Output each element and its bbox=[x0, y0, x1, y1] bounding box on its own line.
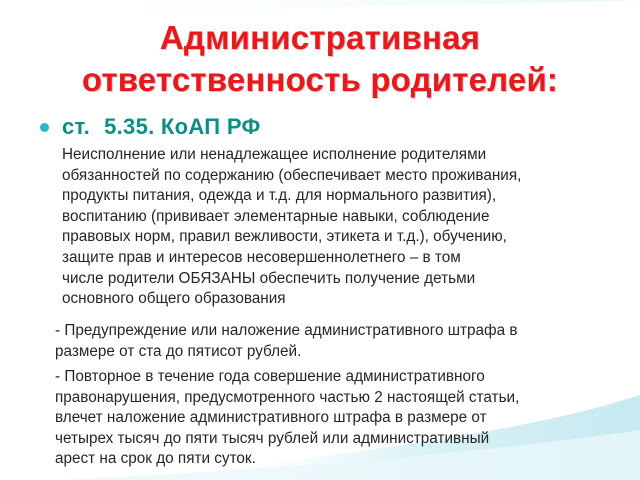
article-prefix: ст. bbox=[62, 114, 91, 139]
article-heading bbox=[62, 113, 261, 141]
paragraph-penalty-first bbox=[55, 321, 627, 362]
text-line: размере от ста до пятисот рублей. bbox=[55, 342, 302, 360]
text-line: правонарушения, предусмотренного частью 2 настоящей статьи, bbox=[55, 388, 520, 406]
text-line: продукты питания, одежда и т.д. для нормального развития), bbox=[62, 187, 497, 205]
text-line: четырех тысяч до пяти тысяч рублей или административный bbox=[55, 429, 490, 447]
paragraph-penalty-repeat bbox=[55, 367, 627, 470]
text-line: обязанностей по содержанию (обеспечивает место проживания, bbox=[62, 166, 522, 184]
text-line: арест на срок до пяти суток. bbox=[55, 450, 256, 468]
slide-title-line-1: Административная bbox=[159, 19, 481, 56]
text-line: числе родители ОБЯЗАНЫ обеспечить получение детьми bbox=[62, 269, 476, 287]
text-line: основного общего образования bbox=[62, 290, 286, 308]
text-line: правовых норм, правил вежливости, этикета и т.д.), обучению, bbox=[62, 228, 507, 246]
article-number: 5.35. КоАП РФ bbox=[104, 114, 261, 139]
paragraph-obligations bbox=[62, 145, 634, 310]
slide-title-line-2: ответственность родителей: bbox=[81, 61, 559, 98]
text-line: - Предупреждение или наложение административного штрафа в bbox=[55, 322, 518, 339]
text-line: Неисполнение или ненадлежащее исполнение родителями bbox=[62, 146, 487, 163]
text-line: - Повторное в течение года совершение административного bbox=[55, 368, 485, 385]
bullet-dot-icon bbox=[40, 123, 49, 132]
text-line: защите прав и интересов несовершеннолетнего – в том bbox=[62, 248, 461, 266]
text-line: воспитанию (прививает элементарные навыки, соблюдение bbox=[62, 207, 490, 225]
text-line: влечет наложение административного штрафа в размере от bbox=[55, 409, 487, 427]
article-heading-row bbox=[40, 112, 261, 142]
